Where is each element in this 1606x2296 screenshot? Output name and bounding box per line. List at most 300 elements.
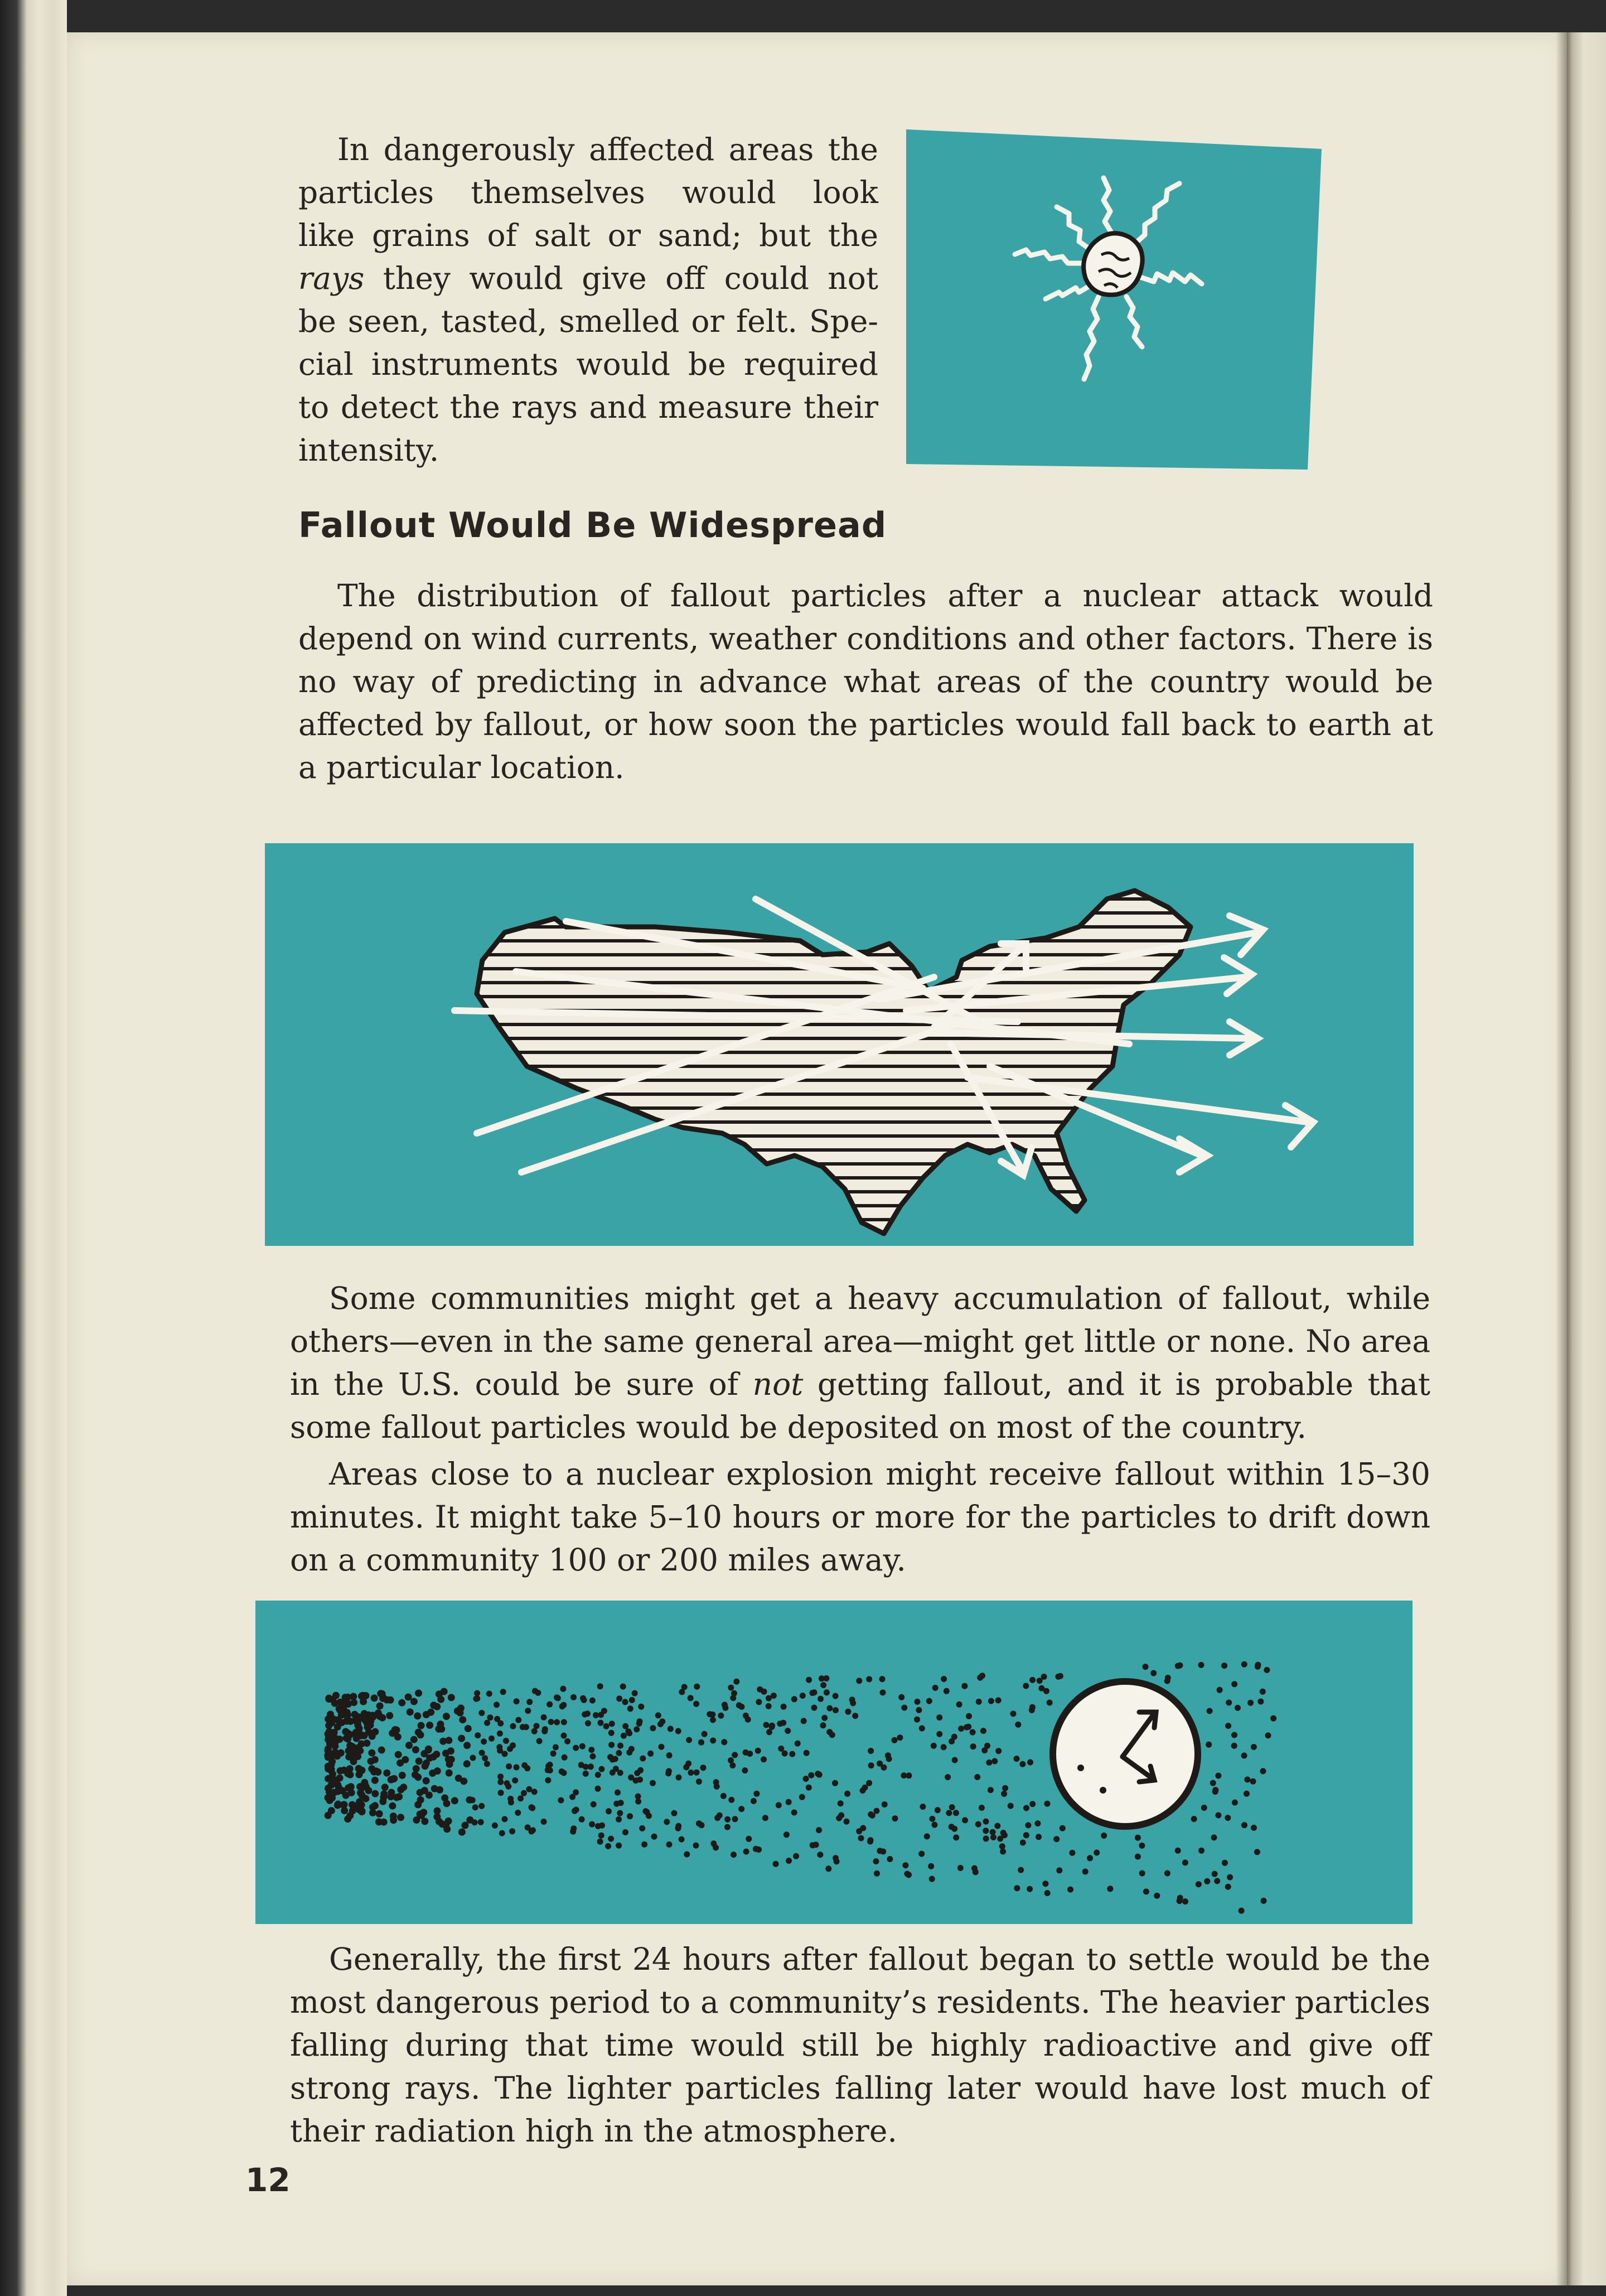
fallout-particle [478,1819,484,1825]
fallout-particle [509,1828,515,1834]
fallout-particle [833,1693,839,1699]
fallout-particle [413,1765,420,1772]
fallout-particle [783,1831,790,1838]
intro-line-text: particles themselves would look [298,175,878,210]
fallout-particle [616,1843,622,1849]
fallout-particle [1257,1699,1264,1705]
fallout-particle [1034,1820,1041,1826]
fallout-particle [786,1858,792,1864]
fallout-particle [325,1753,332,1761]
fallout-particle [346,1742,354,1749]
fallout-particle [1207,1708,1213,1714]
fallout-particle [446,1761,453,1768]
fallout-particle [1042,1881,1048,1887]
fallout-particle [1023,1683,1029,1689]
fallout-particle [738,1806,744,1812]
fallout-particle [438,1725,445,1733]
fallout-particle [475,1732,481,1738]
fallout-particle [736,1702,742,1708]
fallout-particle [686,1737,692,1743]
fallout-particle [1020,1840,1026,1846]
fallout-particle [693,1843,699,1849]
fallout-particle [371,1728,379,1736]
fallout-particle [979,1805,985,1811]
fallout-particle [578,1762,584,1768]
fallout-particle [325,1785,332,1792]
fallout-particle [834,1858,840,1864]
fallout-particle [412,1771,419,1778]
fallout-particle [337,1767,344,1775]
fallout-particle [558,1797,564,1804]
fallout-particle [892,1737,898,1743]
fallout-particle [514,1765,520,1771]
fallout-particle [836,1815,842,1821]
fallout-particle [935,1807,941,1813]
fallout-particle [562,1754,568,1761]
fallout-particle [354,1747,361,1754]
fallout-particle [564,1738,570,1744]
fallout-particle [488,1736,495,1742]
fallout-particle [675,1728,681,1734]
fallout-particle [1239,1908,1245,1914]
fallout-particle [1087,1855,1093,1861]
fallout-particle [860,1787,866,1794]
fallout-particle [1107,1886,1113,1892]
fallout-particle [801,1718,807,1724]
dangerous-period-paragraph: Generally, the first 24 hours after fallout began to settle would be the most dangerous period to a community’s residents. The heavier particles falling during that time would still be highly radioactive and give off strong rays. The lighter particles falling later would have lost much of their radiation high in the atmosphere. [290,1941,1430,2149]
fallout-particle [359,1767,366,1774]
fallout-particle [415,1690,422,1697]
fallout-particle [724,1816,731,1823]
fallout-particle [325,1765,332,1772]
fallout-particle [1008,1803,1014,1809]
fallout-particle [901,1705,907,1711]
fallout-particle [1135,1854,1141,1860]
fallout-particle [1082,1869,1089,1875]
fallout-particle [957,1865,964,1871]
fallout-particle [445,1737,452,1744]
fallout-particle [333,1752,341,1760]
fallout-particle [606,1808,612,1814]
fallout-particle [980,1728,986,1734]
fallout-particle [581,1697,587,1703]
fallout-particle [676,1775,682,1781]
fallout-particle [1247,1700,1254,1706]
fallout-particle [363,1739,370,1747]
fallout-particle [1182,1859,1188,1865]
intro-line-text: intensity. [298,432,439,468]
fallout-particle [542,1726,548,1732]
fallout-particle [659,1718,665,1724]
fallout-particle [763,1722,770,1728]
fallout-particle [597,1683,603,1689]
fallout-particle [474,1690,480,1696]
fallout-particle [426,1722,433,1729]
fallout-particle [766,1695,772,1702]
fallout-particle [1047,1700,1053,1706]
fallout-particle [832,1780,838,1786]
book-binding [0,0,67,2296]
fallout-particle [508,1799,514,1805]
fallout-particle [696,1820,702,1826]
fallout-particle [1231,1743,1237,1749]
page-number: 12 [245,2161,291,2199]
fallout-particle [400,1783,407,1791]
fallout-particle [375,1818,383,1825]
fallout-particle [929,1876,935,1882]
fallout-particle [986,1760,992,1766]
fallout-particle [868,1837,874,1843]
fallout-particle [928,1863,934,1869]
fallout-drift-illustration [255,1601,1412,1924]
fallout-particle [1029,1801,1036,1807]
fallout-particle [344,1712,351,1719]
fallout-particle [651,1834,657,1840]
fallout-particle [817,1696,824,1702]
fallout-particle [1231,1732,1237,1738]
fallout-particle [892,1815,898,1821]
fallout-particle [446,1770,453,1777]
fallout-particle [833,1707,839,1713]
fallout-particle [856,1828,862,1834]
fallout-particle [1067,1887,1073,1893]
fallout-particle [398,1699,405,1707]
fallout-particle [720,1793,727,1799]
fallout-particle [441,1688,448,1695]
fallout-particle [666,1752,673,1758]
fallout-particle [755,1748,761,1754]
fallout-particle [732,1816,738,1822]
fallout-particle [523,1724,529,1730]
fallout-particle [486,1691,492,1697]
fallout-particle [1027,1886,1033,1892]
fallout-particle [990,1829,996,1835]
fallout-particle [595,1786,601,1792]
fallout-particle [924,1833,930,1839]
fallout-particle [694,1770,700,1776]
fallout-particle [742,1767,748,1773]
fallout-particle [399,1772,406,1779]
fallout-particle [618,1800,624,1806]
fallout-particle [887,1856,893,1862]
fallout-particle [873,1858,879,1864]
fallout-particle [710,1738,716,1744]
fallout-particle [1002,1785,1008,1791]
intro-line [298,343,878,386]
particle-rays-illustration [906,129,1324,470]
fallout-particle [710,1717,716,1723]
fallout-particle [713,1845,719,1851]
fallout-particle [949,1804,955,1810]
fallout-particle [371,1694,378,1702]
fallout-particle [816,1827,822,1833]
fallout-particle [367,1717,374,1724]
fallout-particle [487,1714,494,1720]
fallout-particle [866,1780,872,1786]
fallout-particle [868,1811,874,1818]
fallout-particle [448,1694,455,1701]
fallout-particle [541,1819,547,1825]
fallout-particle [730,1695,736,1701]
fallout-particle [506,1763,512,1770]
fallout-particle [983,1828,989,1834]
fallout-particle [988,1787,994,1793]
fallout-particle [410,1736,418,1743]
fallout-particle [605,1843,611,1849]
fallout-particle [550,1751,557,1757]
fallout-particle [1023,1805,1029,1811]
fallout-particle [975,1821,981,1828]
fallout-particle [379,1798,386,1805]
intro-line [298,429,878,472]
fallout-particle [1053,1836,1060,1842]
fallout-particle [1214,1878,1220,1884]
fallout-particle [1231,1681,1237,1687]
fallout-particle [916,1707,922,1713]
fallout-particle [1260,1768,1266,1774]
fallout-particle [1225,1815,1231,1821]
fallout-particle [500,1689,506,1695]
fallout-particle [931,1822,937,1828]
fallout-particle [603,1723,609,1729]
fallout-particle [731,1852,737,1858]
fallout-particle [595,1772,601,1778]
page-gutter-shadow [1556,32,1567,2285]
fallout-particle [554,1719,560,1725]
fallout-particle [761,1756,767,1762]
fallout-particle [941,1676,947,1682]
fallout-particle [681,1684,688,1690]
fallout-particle [484,1761,490,1767]
fallout-particle [1211,1834,1217,1840]
fallout-particle [931,1743,937,1749]
fallout-particle [1025,1822,1031,1828]
fallout-particle [733,1679,739,1685]
fallout-particle [362,1795,369,1802]
fallout-particle [360,1698,367,1705]
fallout-particle [462,1822,469,1829]
fallout-particle [659,1744,665,1750]
fallout-particle [1210,1780,1216,1786]
fallout-particle [466,1796,473,1804]
fallout-particle [844,1819,850,1825]
fallout-particle [334,1788,341,1795]
fallout-particle [1015,1722,1021,1728]
fallout-particle [757,1686,763,1693]
fallout-particle [1212,1787,1218,1793]
fallout-particle [983,1835,989,1841]
fallout-particle [1143,1664,1149,1670]
fallout-particle [694,1684,700,1690]
fallout-particle [983,1819,989,1825]
fallout-particle [497,1779,504,1785]
fallout-particle [781,1704,787,1710]
fallout-particle [583,1771,589,1777]
fallout-particle [688,1770,694,1776]
fallout-particle [806,1677,812,1683]
fallout-particle [962,1817,968,1823]
fallout-particle [417,1731,424,1738]
fallout-particle [502,1816,508,1822]
fallout-particle [766,1729,772,1735]
fallout-particle [810,1842,816,1848]
fallout-particle [920,1804,926,1810]
fallout-particle [1060,1825,1066,1831]
fallout-particle [482,1755,488,1761]
fallout-particle [803,1776,809,1782]
fallout-particle [588,1747,594,1753]
fallout-particle [776,1802,782,1808]
fallout-particle [407,1708,414,1715]
fallout-particle [590,1753,596,1760]
intro-line [298,171,878,214]
fallout-particle [641,1841,647,1848]
fallout-particle [414,1712,421,1719]
fallout-particle [389,1802,396,1810]
fallout-particle [811,1689,817,1695]
fallout-particle [949,1738,955,1744]
fallout-particle [1251,1744,1257,1750]
fallout-particle [367,1758,375,1765]
fallout-particle [829,1732,835,1738]
fallout-particle [1165,1675,1171,1681]
fallout-particle [541,1714,547,1720]
fallout-particle [880,1689,886,1695]
fallout-particle [868,1762,874,1768]
fallout-particle [417,1796,424,1804]
fallout-particle [371,1790,379,1797]
fallout-particle [817,1852,823,1858]
fallout-particle [332,1692,340,1699]
fallout-particle [390,1812,397,1820]
fallout-particle [732,1752,738,1758]
fallout-particle [417,1811,424,1818]
fallout-particle [1251,1825,1257,1831]
fallout-particle [766,1703,772,1709]
fallout-particle [633,1726,640,1732]
fallout-particle [952,1757,958,1763]
fallout-particle [664,1819,670,1825]
fallout-particle [559,1703,565,1709]
fallout-particle [368,1749,375,1757]
fallout-particle [1139,1843,1145,1849]
fallout-particle [961,1683,968,1689]
fallout-particle [617,1810,623,1816]
fallout-particle [780,1720,786,1726]
fallout-particle [470,1755,476,1761]
fallout-particle [514,1698,520,1704]
fallout-particle [724,1824,731,1830]
fallout-particle [598,1720,604,1726]
fallout-particle [353,1735,360,1742]
fallout-particle [1044,1890,1051,1896]
fallout-particle [914,1717,920,1723]
intro-line-text: like grains of salt or sand; but the [298,217,878,253]
fallout-particle [591,1801,597,1807]
fallout-particle [762,1815,768,1821]
fallout-particle [679,1836,685,1843]
fallout-particle [906,1772,912,1778]
fallout-particle [635,1794,641,1800]
fallout-particle [926,1698,932,1704]
fallout-particle [585,1720,591,1727]
fallout-particle [1198,1662,1204,1668]
fallout-particle [503,1738,509,1744]
fallout-particle [632,1690,638,1696]
fallout-particle [525,1824,531,1830]
fallout-particle [956,1702,962,1708]
fallout-particle [463,1760,471,1767]
fallout-particle [929,1816,935,1822]
fallout-particle [769,1724,775,1730]
fallout-particle [484,1720,490,1726]
fallout-particle [579,1743,586,1749]
fallout-particle [994,1823,1000,1829]
fallout-particle [510,1742,516,1748]
fallout-particle [1191,1816,1197,1822]
fallout-particle [502,1751,508,1757]
fallout-particle [1225,1884,1231,1890]
fallout-particle [1101,1833,1107,1839]
fallout-particle [361,1716,369,1723]
fallout-particle [1056,1867,1062,1873]
fallout-particle [532,1688,538,1694]
fallout-particle [386,1712,393,1719]
fallout-particle [494,1702,500,1708]
fallout-particle [868,1748,874,1754]
fallout-particle [945,1774,951,1780]
fallout-particle [698,1739,704,1746]
fallout-particle [617,1770,623,1776]
fallout-particle [405,1742,413,1749]
fallout-particle [825,1865,831,1872]
fallout-particle [949,1824,955,1830]
fallout-particle [325,1794,332,1801]
fallout-particle [344,1694,351,1701]
paragraph-text: Some communities might get a heavy accumulation of fallout, while others—even in the same general area—might get little or none. No area in the U.S. could be sure of [290,1280,1430,1402]
fallout-particle [845,1709,851,1715]
fallout-particle [334,1802,341,1809]
fallout-particle [721,1739,727,1745]
fallout-particle [882,1801,888,1807]
fallout-particle [622,1699,628,1705]
fallout-particle [1226,1700,1232,1706]
fallout-particle [981,1747,988,1753]
fallout-particle [1094,1850,1100,1856]
fallout-particle [1265,1732,1271,1738]
fallout-particle [588,1763,594,1770]
fallout-particle [433,1751,440,1758]
fallout-particle [970,1729,976,1736]
fallout-particle [465,1725,472,1732]
fallout-particle [936,1731,942,1737]
fallout-particle [898,1694,904,1700]
fallout-particle [582,1712,588,1718]
fallout-particle [1201,1805,1207,1811]
fallout-particle [1029,1677,1036,1683]
fallout-particle [786,1799,792,1805]
fallout-particle [529,1804,535,1810]
fallout-particle [990,1834,997,1840]
fallout-particle [1175,1848,1181,1854]
fallout-particle [350,1758,357,1765]
fallout-particle [573,1807,579,1813]
fallout-particle [1264,1667,1270,1673]
fallout-particle [685,1761,691,1767]
fallout-particle [995,1697,1002,1703]
fallout-particle [415,1758,423,1765]
italic-word: not [752,1366,804,1402]
